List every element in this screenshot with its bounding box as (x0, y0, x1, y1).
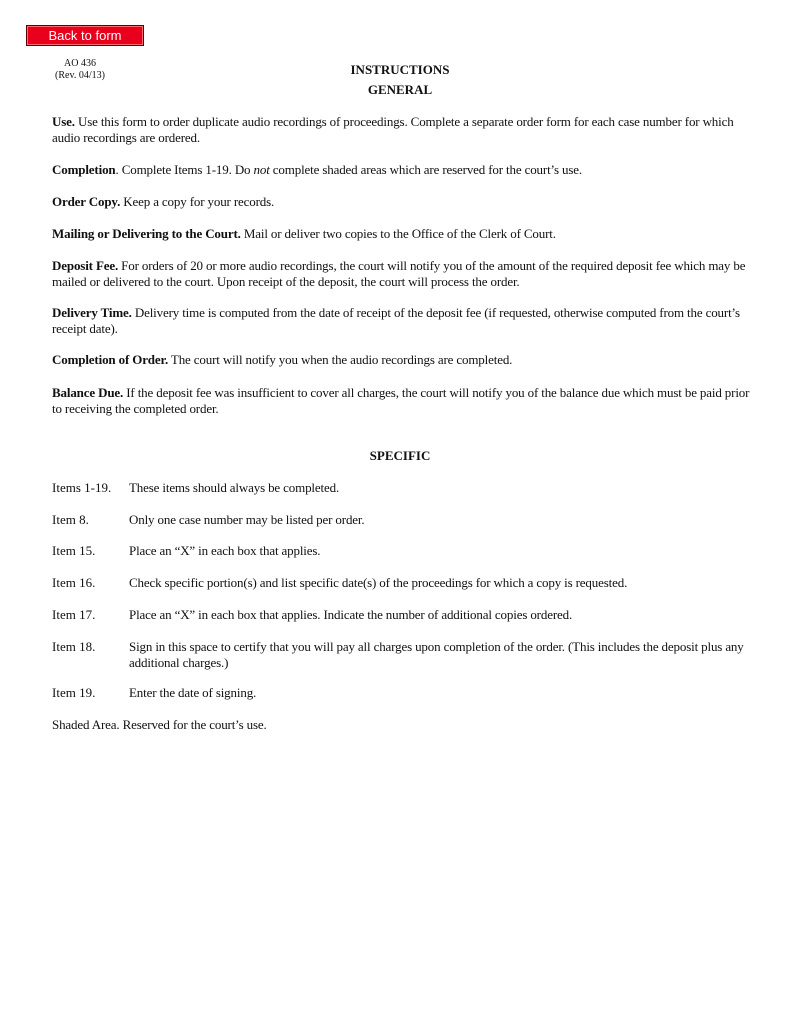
back-to-form-button[interactable]: Back to form (26, 25, 144, 46)
page-title: INSTRUCTIONS (350, 62, 450, 77)
paragraph-completion-of-order: Completion of Order. The court will notify you when the audio recordings are completed. (52, 352, 513, 367)
paragraph-deposit-fee: Deposit Fee. For orders of 20 or more audio recordings, the court will notify you of the amount of the required deposit fee which may be mailed or delivered to the court. Upon receipt of the deposit, the court will process the order. (52, 258, 746, 289)
form-number-text: AO 436 (64, 58, 96, 69)
item-label: Item 16. (52, 575, 96, 590)
item-text: Check specific portion(s) and list specific date(s) of the proceedings for which a copy is requested. (129, 575, 628, 590)
item-text: Only one case number may be listed per order. (129, 512, 365, 527)
item-label: Item 19. (52, 685, 96, 700)
item-text: Sign in this space to certify that you will pay all charges upon completion of the order. (This includes the deposit plus any additional charges.) (129, 639, 744, 670)
item-label: Item 18. (52, 639, 96, 654)
item-label: Item 17. (52, 607, 96, 622)
paragraph-order-copy: Order Copy. Keep a copy for your records. (52, 194, 275, 209)
paragraph-use: Use. Use this form to order duplicate audio recordings of proceedings. Complete a separate order form for each case number for which audio recordings are ordered. (52, 114, 734, 145)
specific-heading: SPECIFIC (369, 448, 431, 463)
item-text: These items should always be completed. (129, 480, 340, 495)
paragraph-completion: Completion. Complete Items 1-19. Do not complete shaded areas which are reserved for the court’s use. (52, 162, 582, 177)
paragraph-mailing: Mailing or Delivering to the Court. Mail or deliver two copies to the Office of the Clerk of Court. (52, 226, 556, 241)
item-label: Item 15. (52, 543, 96, 558)
paragraph-balance-due: Balance Due. If the deposit fee was insufficient to cover all charges, the court will notify you of the balance due which must be paid prior to receiving the completed order. (52, 385, 750, 416)
item-text: Enter the date of signing. (129, 685, 257, 700)
general-heading: GENERAL (367, 82, 433, 97)
item-text: Place an “X” in each box that applies. Indicate the number of additional copies ordered. (129, 607, 573, 622)
item-label: Items 1-19. (52, 480, 112, 495)
revision-text: (Rev. 04/13) (55, 70, 105, 81)
shaded-area-note: Shaded Area. Reserved for the court’s use. (52, 717, 267, 732)
item-label: Item 8. (52, 512, 89, 527)
item-text: Place an “X” in each box that applies. (129, 543, 321, 558)
paragraph-delivery-time: Delivery Time. Delivery time is computed from the date of receipt of the deposit fee (if requested, otherwise computed from the court’s receipt date). (52, 305, 740, 336)
